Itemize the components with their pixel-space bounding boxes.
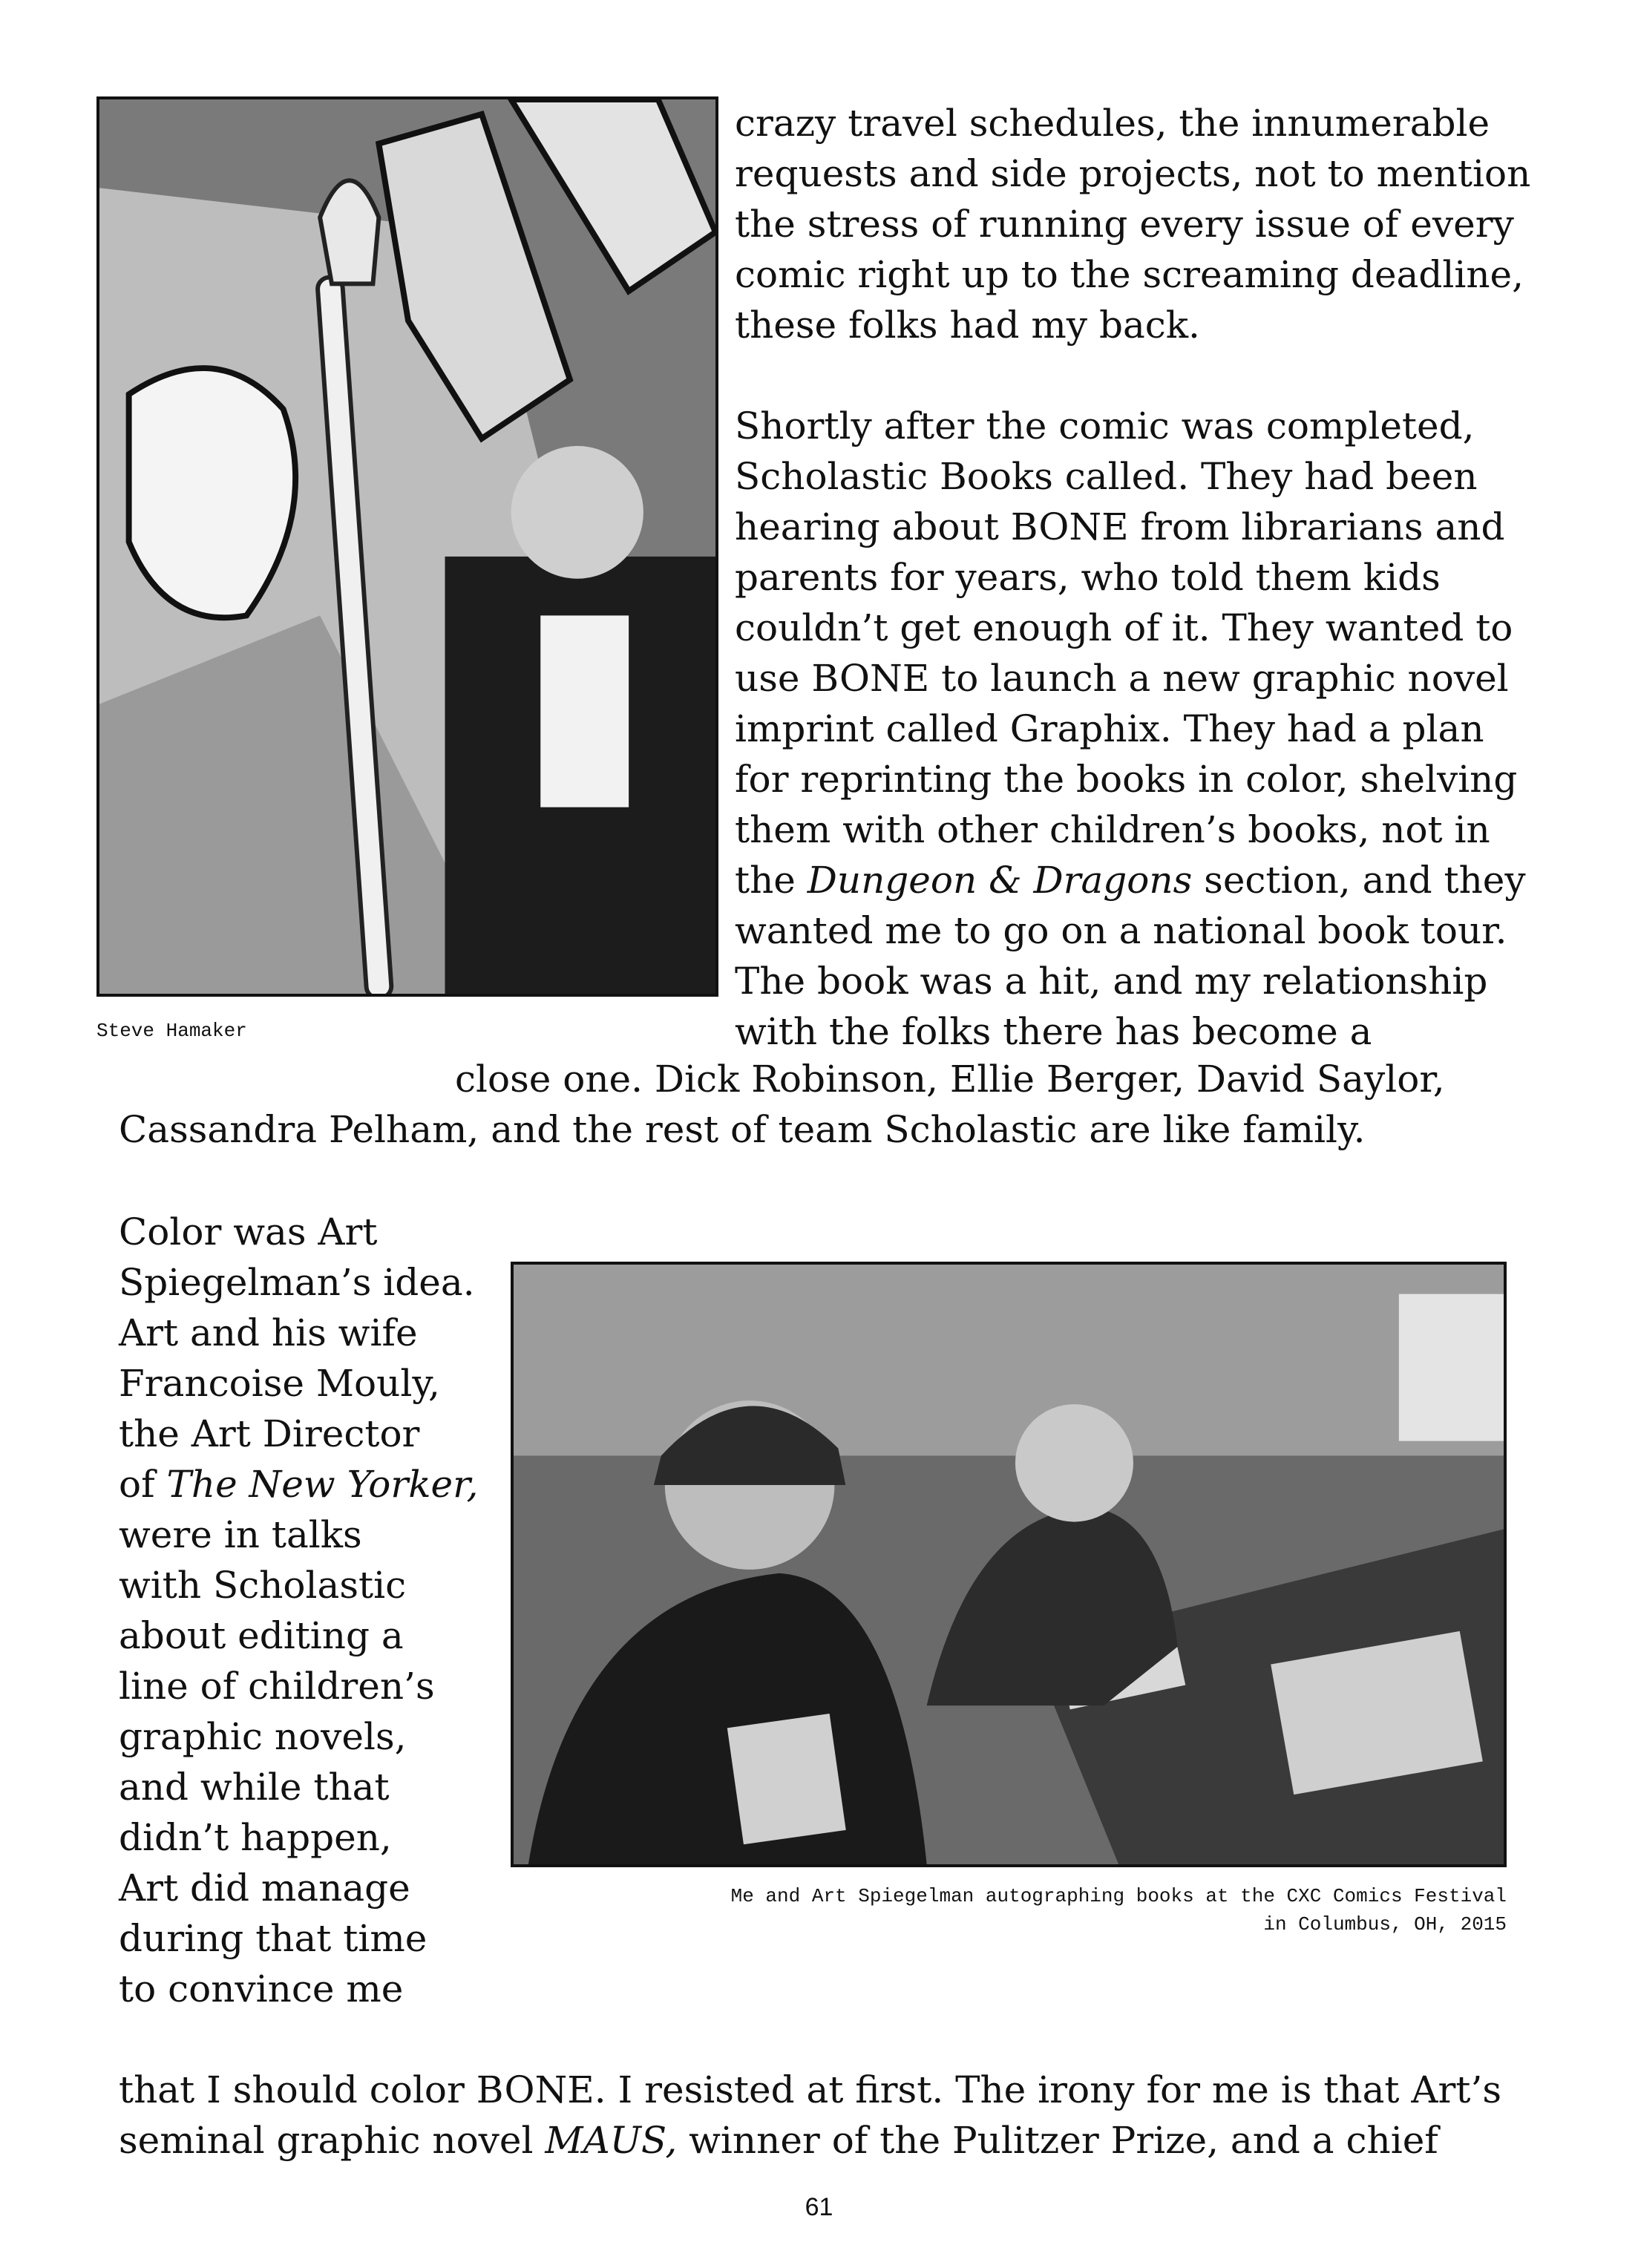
photo-signing-books	[511, 1262, 1507, 1867]
text-line: The book was a hit, and my relationship	[735, 960, 1488, 1003]
text-line: couldn’t get enough of it. They wanted to	[735, 606, 1513, 649]
caption-line: in Columbus, OH, 2015	[1263, 1913, 1507, 1936]
text-line-mixed	[119, 2115, 1566, 2166]
text-line: line of children’s	[119, 1665, 435, 1708]
text-line: during that time	[119, 1917, 427, 1960]
text-line: the Art Director	[119, 1412, 420, 1455]
full-width-text-1	[119, 1054, 1566, 1155]
text-line: that I should color BONE. I resisted at first. The irony for me is that Art’s	[119, 2068, 1502, 2111]
text-line: them with other children’s books, not in	[735, 808, 1490, 851]
text-line: Shortly after the comic was completed,	[735, 404, 1475, 448]
text-line: the stress of running every issue of every	[735, 203, 1514, 246]
page-number: 61	[805, 2193, 833, 2221]
text-line: comic right up to the screaming deadline,	[735, 253, 1524, 296]
text-line: with Scholastic	[119, 1564, 407, 1607]
text-line: imprint called Graphix. They had a plan	[735, 707, 1484, 750]
text-line: parents for years, who told them kids	[735, 556, 1441, 599]
full-width-text-2	[119, 2065, 1566, 2166]
right-column-text	[735, 98, 1559, 1057]
text-line: Scholastic Books called. They had been	[735, 455, 1478, 498]
text-line: graphic novels,	[119, 1715, 407, 1758]
text-line: and while that	[119, 1766, 390, 1809]
blank-line	[735, 350, 1559, 401]
text-line: requests and side projects, not to mention	[735, 152, 1531, 195]
text-run: seminal graphic novel	[119, 2119, 534, 2162]
caption-line: Me and Art Spiegelman autographing books at the CXC Comics Festival	[730, 1885, 1507, 1907]
text-line: Cassandra Pelham, and the rest of team Scholastic are like family.	[119, 1108, 1366, 1151]
text-line: hearing about BONE from librarians and	[735, 505, 1505, 548]
text-italic: MAUS,	[545, 2119, 678, 2162]
text-run: the	[735, 859, 796, 902]
text-run: of	[119, 1463, 155, 1506]
text-line: were in talks	[119, 1513, 362, 1556]
text-line: to convince me	[119, 1967, 404, 2010]
text-line: crazy travel schedules, the innumerable	[735, 102, 1490, 145]
text-line: Francoise Mouly,	[119, 1362, 440, 1405]
text-italic: Dungeon & Dragons	[807, 859, 1193, 902]
text-line-mixed	[735, 855, 1559, 905]
text-line: didn’t happen,	[119, 1816, 392, 1859]
text-line: these folks had my back.	[735, 304, 1200, 347]
text-line: Color was Art	[119, 1210, 378, 1253]
text-line: use BONE to launch a new graphic novel	[735, 657, 1509, 700]
left-column-text	[119, 1207, 505, 2014]
photo-caption-signing	[511, 1882, 1507, 1938]
text-line: Art and his wife	[119, 1311, 418, 1354]
text-line: about editing a	[119, 1614, 404, 1657]
text-run: section, and they	[1204, 859, 1526, 902]
text-run: winner of the Pulitzer Prize, and a chief	[689, 2119, 1438, 2162]
text-line: wanted me to go on a national book tour.	[735, 909, 1507, 952]
text-line: Spiegelman’s idea.	[119, 1261, 475, 1304]
text-line: Art did manage	[119, 1866, 410, 1910]
text-line: for reprinting the books in color, shelving	[735, 758, 1518, 801]
text-line: close one. Dick Robinson, Ellie Berger, David Saylor,	[455, 1058, 1445, 1101]
text-line-mixed	[119, 1459, 505, 1510]
text-line: with the folks there has become a	[735, 1010, 1372, 1053]
photo-steve-hamaker	[96, 96, 718, 997]
photo-caption-steve-hamaker: Steve Hamaker	[96, 1020, 247, 1042]
text-italic: The New Yorker,	[166, 1463, 479, 1506]
